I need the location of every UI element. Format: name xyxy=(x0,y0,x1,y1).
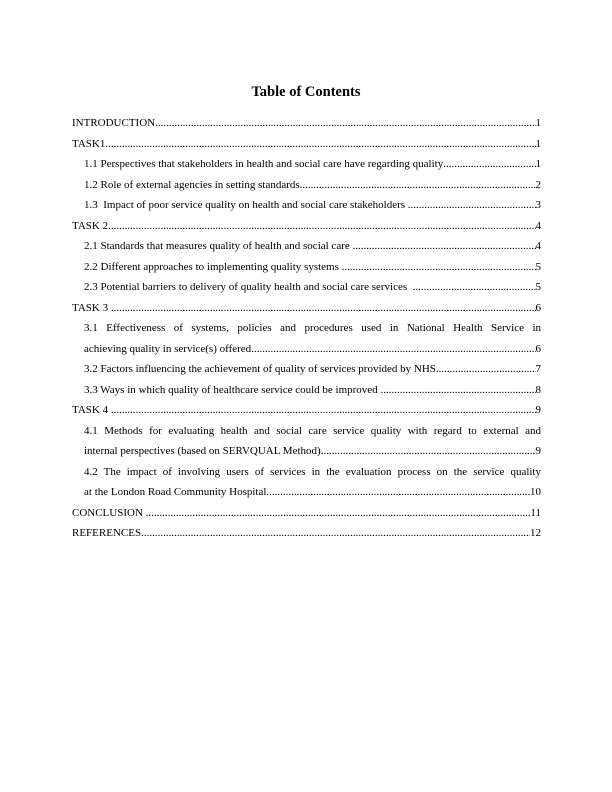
toc-entry-page: 8 xyxy=(535,383,541,396)
dot-leader xyxy=(105,134,535,155)
toc-entry-page: 9 xyxy=(535,404,541,416)
toc-entry-text-line1: 4.1 Methods for evaluating health and social care service quality with regard to external and xyxy=(84,424,541,437)
dot-leader xyxy=(380,380,535,401)
toc-entry-text: TASK1 xyxy=(72,137,106,150)
toc-entry-text-line1: 3.1 Effectiveness of systems, policies and procedures used in National Health Service in xyxy=(84,322,541,334)
toc-entry-text: 2.1 Standards that measures quality of health and social care xyxy=(84,240,353,252)
toc-entry-introduction[interactable] xyxy=(72,113,541,134)
toc-entry-page: 5 xyxy=(535,260,541,273)
toc-entry-page: 9 xyxy=(535,445,541,457)
toc-entry-page: 6 xyxy=(535,342,541,355)
dot-leader xyxy=(443,154,535,175)
toc-entry-page: 1 xyxy=(535,137,541,150)
dot-leader xyxy=(321,441,536,462)
toc-entry-3-3[interactable] xyxy=(72,380,541,401)
toc-entry-task1[interactable] xyxy=(72,134,541,155)
dot-leader xyxy=(111,298,536,319)
dot-leader xyxy=(300,175,536,196)
toc-entry-text-line2: internal perspectives (based on SERVQUAL Method) xyxy=(84,445,321,457)
toc-entry-text: 3.3 Ways in which quality of healthcare service could be improved xyxy=(84,383,381,396)
toc-entry-text: REFERENCES xyxy=(72,527,142,539)
dot-leader xyxy=(353,236,536,257)
toc-entry-page: 5 xyxy=(535,281,541,293)
dot-leader xyxy=(111,400,536,421)
toc-entry-text: TASK 3 xyxy=(72,301,111,314)
dot-leader xyxy=(266,482,530,503)
toc-entry-2-1[interactable] xyxy=(72,236,541,257)
toc-entry-text: 1.3 Impact of poor service quality on health and social care stakeholders xyxy=(84,199,408,211)
toc-entry-text: CONCLUSION xyxy=(72,506,146,519)
dot-leader xyxy=(155,113,535,134)
toc-entry-page: 2 xyxy=(535,178,541,191)
dot-leader xyxy=(108,216,535,237)
dot-leader xyxy=(408,195,536,216)
dot-leader xyxy=(251,339,535,360)
dot-leader xyxy=(436,359,536,380)
dot-leader xyxy=(342,257,536,278)
toc-entry-1-3[interactable] xyxy=(72,195,541,216)
toc-entry-page: 4 xyxy=(535,240,541,252)
toc-entry-page: 11 xyxy=(530,506,541,519)
toc-entry-page: 3 xyxy=(535,199,541,211)
toc-entry-text: TASK 4 xyxy=(72,404,111,416)
toc-entry-3-2[interactable] xyxy=(72,359,541,380)
toc-entry-1-2[interactable] xyxy=(72,175,541,196)
toc-entry-task2[interactable] xyxy=(72,216,541,237)
toc-entry-page: 12 xyxy=(530,527,541,539)
toc-entry-page: 6 xyxy=(535,301,541,314)
table-of-contents xyxy=(72,113,541,544)
toc-entry-text-line1: 4.2 The impact of involving users of services in the evaluation process on the service quality xyxy=(84,465,541,478)
dot-leader xyxy=(141,523,530,544)
toc-entry-references[interactable] xyxy=(72,523,541,544)
toc-entry-page: 1 xyxy=(535,117,541,129)
toc-entry-page: 1 xyxy=(535,158,541,170)
toc-title: Table of Contents xyxy=(251,84,361,100)
toc-entry-1-1[interactable] xyxy=(72,154,541,175)
dot-leader xyxy=(146,503,531,524)
toc-entry-4-1[interactable] xyxy=(72,421,541,462)
toc-entry-task4[interactable] xyxy=(72,400,541,421)
toc-entry-4-2[interactable] xyxy=(72,462,541,503)
toc-entry-2-3[interactable] xyxy=(72,277,541,298)
toc-entry-page: 7 xyxy=(535,363,541,375)
toc-entry-text: 3.2 Factors influencing the achievement of quality of services provided by NHS xyxy=(84,363,436,375)
dot-leader xyxy=(413,277,536,298)
toc-entry-text: INTRODUCTION xyxy=(72,117,156,129)
toc-entry-task3[interactable] xyxy=(72,298,541,319)
toc-entry-3-1[interactable] xyxy=(72,318,541,359)
toc-entry-page: 10 xyxy=(530,486,541,498)
toc-entry-conclusion[interactable] xyxy=(72,503,541,524)
toc-entry-text-line2: at the London Road Community Hospital xyxy=(84,486,267,498)
toc-entry-page: 4 xyxy=(535,219,541,232)
toc-entry-text: 1.1 Perspectives that stakeholders in health and social care have regarding quality xyxy=(84,158,444,170)
toc-entry-text: 2.3 Potential barriers to delivery of quality health and social care services xyxy=(84,281,413,293)
toc-entry-text: TASK 2 xyxy=(72,219,109,232)
toc-entry-text: 2.2 Different approaches to implementing quality systems xyxy=(84,260,342,273)
toc-entry-2-2[interactable] xyxy=(72,257,541,278)
toc-entry-text-line2: achieving quality in service(s) offered xyxy=(84,342,252,355)
toc-entry-text: 1.2 Role of external agencies in setting standards xyxy=(84,178,300,191)
